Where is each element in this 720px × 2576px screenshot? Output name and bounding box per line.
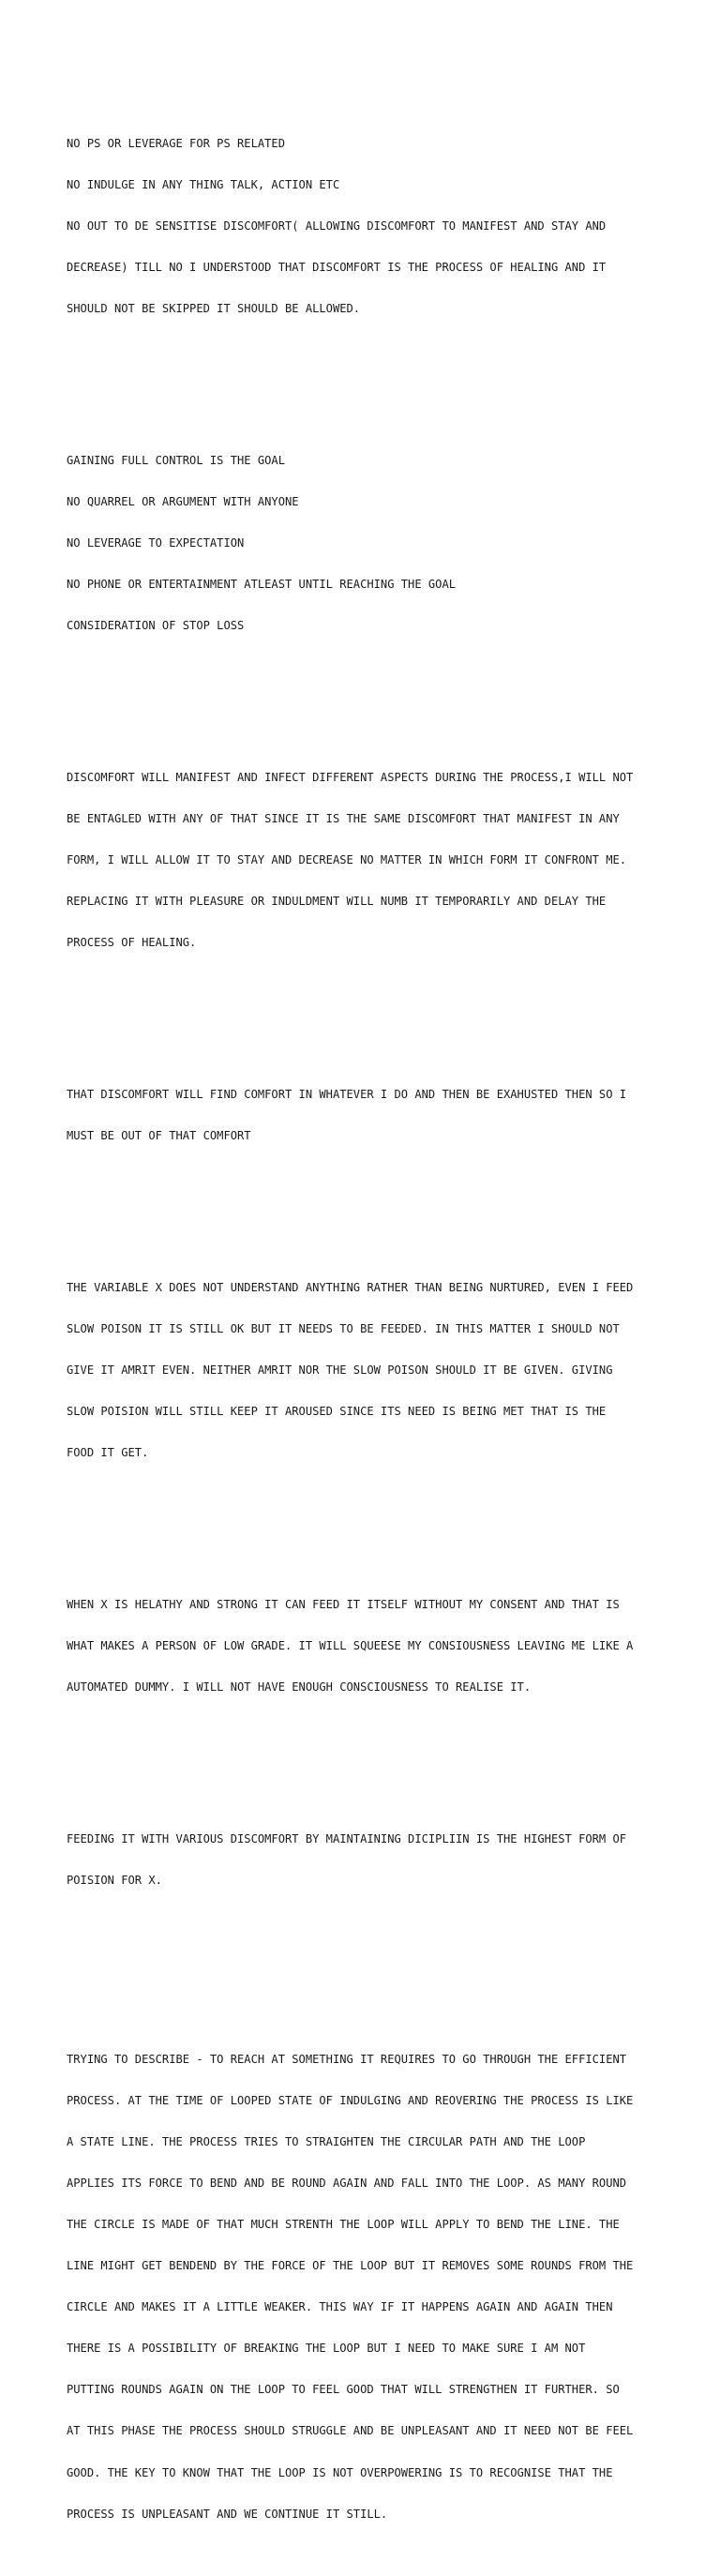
text-line: NO QUARREL OR ARGUMENT WITH ANYONE	[67, 494, 299, 508]
text-line: PROCESS IS UNPLEASANT AND WE CONTINUE IT STILL.	[67, 2507, 388, 2521]
document-page	[67, 68, 667, 2576]
text-line: FOOD IT GET.	[67, 1445, 149, 1459]
paragraph-gap	[67, 1749, 667, 1763]
text-line: PROCESS OF HEALING.	[67, 936, 197, 950]
text-line: WHAT MAKES A PERSON OF LOW GRADE. IT WILL SQUEESE MY CONSIOUSNESS LEAVING ME LIKE A	[67, 1638, 634, 1652]
text-line: GIVE IT AMRIT EVEN. NEITHER AMRIT NOR THE SLOW POISON SHOULD IT BE GIVEN. GIVING	[67, 1363, 613, 1377]
paragraph	[67, 426, 667, 660]
text-line: A STATE LINE. THE PROCESS TRIES TO STRAIGHTEN THE CIRCULAR PATH AND THE LOOP	[67, 2134, 586, 2148]
paragraph-gap	[67, 1198, 667, 1212]
text-line: POISION FOR X.	[67, 1873, 162, 1887]
paragraph	[67, 109, 667, 343]
text-line: DECREASE) TILL NO I UNDERSTOOD THAT DISCOMFORT IS THE PROCESS OF HEALING AND IT	[67, 260, 607, 274]
text-line: WHEN X IS HELATHY AND STRONG IT CAN FEED IT ITSELF WITHOUT MY CONSENT AND THAT IS	[67, 1597, 620, 1611]
text-line: SLOW POISON IT IS STILL OK BUT IT NEEDS TO BE FEEDED. IN THIS MATTER I SHOULD NOT	[67, 1321, 620, 1335]
text-line: NO INDULGE IN ANY THING TALK, ACTION ETC	[67, 177, 340, 191]
paragraph	[67, 1804, 667, 1915]
text-line: THAT DISCOMFORT WILL FIND COMFORT IN WHATEVER I DO AND THEN BE EXAHUSTED THEN SO I	[67, 1087, 627, 1101]
text-line: NO PHONE OR ENTERTAINMENT ATLEAST UNTIL REACHING THE GOAL	[67, 577, 457, 591]
text-line: TRYING TO DESCRIBE - TO REACH AT SOMETHING IT REQUIRES TO GO THROUGH THE EFFICIENT	[67, 2052, 627, 2066]
text-line: APPLIES ITS FORCE TO BEND AND BE ROUND AGAIN AND FALL INTO THE LOOP. AS MANY ROUND	[67, 2176, 627, 2190]
text-line: GOOD. THE KEY TO KNOW THAT THE LOOP IS NOT OVERPOWERING IS TO RECOGNISE THAT THE	[67, 2465, 613, 2479]
paragraph-gap	[67, 687, 667, 701]
text-line: NO LEVERAGE TO EXPECTATION	[67, 535, 245, 550]
paragraph-gap	[67, 370, 667, 384]
text-line: PROCESS. AT THE TIME OF LOOPED STATE OF INDULGING AND REOVERING THE PROCESS IS LIKE	[67, 2093, 634, 2107]
text-line: CIRCLE AND MAKES IT A LITTLE WEAKER. THIS WAY IF IT HAPPENS AGAIN AND AGAIN THEN	[67, 2300, 613, 2314]
paragraph	[67, 1253, 667, 1487]
text-line: CONSIDERATION OF STOP LOSS	[67, 618, 245, 632]
text-line: DISCOMFORT WILL MANIFEST AND INFECT DIFFERENT ASPECTS DURING THE PROCESS,I WILL NOT	[67, 770, 634, 784]
text-line: THE VARIABLE X DOES NOT UNDERSTAND ANYTHING RATHER THAN BEING NURTURED, EVEN I FEED	[67, 1280, 634, 1294]
paragraph	[67, 1060, 667, 1170]
text-line: NO OUT TO DE SENSITISE DISCOMFORT( ALLOWING DISCOMFORT TO MANIFEST AND STAY AND	[67, 218, 607, 233]
section-gap	[67, 1942, 667, 1983]
text-line: BE ENTAGLED WITH ANY OF THAT SINCE IT IS THE SAME DISCOMFORT THAT MANIFEST IN ANY	[67, 811, 620, 825]
text-line: AUTOMATED DUMMY. I WILL NOT HAVE ENOUGH CONSCIOUSNESS TO REALISE IT.	[67, 1680, 532, 1694]
paragraph-gap	[67, 1005, 667, 1019]
text-line: GAINING FULL CONTROL IS THE GOAL	[67, 453, 285, 467]
paragraph	[67, 2025, 667, 2549]
text-line: FEEDING IT WITH VARIOUS DISCOMFORT BY MAINTAINING DICIPLIIN IS THE HIGHEST FORM OF	[67, 1831, 627, 1845]
text-line: SHOULD NOT BE SKIPPED IT SHOULD BE ALLOWED.	[67, 301, 361, 315]
text-line: SLOW POISION WILL STILL KEEP IT AROUSED SINCE ITS NEED IS BEING MET THAT IS THE	[67, 1404, 607, 1418]
text-line: AT THIS PHASE THE PROCESS SHOULD STRUGGLE AND BE UNPLEASANT AND IT NEED NOT BE FEEL	[67, 2424, 634, 2438]
paragraph	[67, 743, 667, 977]
text-line: MUST BE OUT OF THAT COMFORT	[67, 1128, 251, 1142]
text-line: FORM, I WILL ALLOW IT TO STAY AND DECREASE NO MATTER IN WHICH FORM IT CONFRONT ME.	[67, 852, 627, 866]
text-line: THERE IS A POSSIBILITY OF BREAKING THE LOOP BUT I NEED TO MAKE SURE I AM NOT	[67, 2342, 586, 2356]
text-line: THE CIRCLE IS MADE OF THAT MUCH STRENTH THE LOOP WILL APPLY TO BEND THE LINE. THE	[67, 2218, 620, 2231]
text-line: PUTTING ROUNDS AGAIN ON THE LOOP TO FEEL GOOD THAT WILL STRENGTHEN IT FURTHER. SO	[67, 2383, 620, 2397]
text-line: LINE MIGHT GET BENDEND BY THE FORCE OF THE LOOP BUT IT REMOVES SOME ROUNDS FROM THE	[67, 2259, 634, 2273]
text-line: REPLACING IT WITH PLEASURE OR INDULDMENT WILL NUMB IT TEMPORARILY AND DELAY THE	[67, 894, 607, 908]
text-line: NO PS OR LEVERAGE FOR PS RELATED	[67, 136, 285, 150]
paragraph-gap	[67, 1514, 667, 1529]
paragraph	[67, 1570, 667, 1722]
